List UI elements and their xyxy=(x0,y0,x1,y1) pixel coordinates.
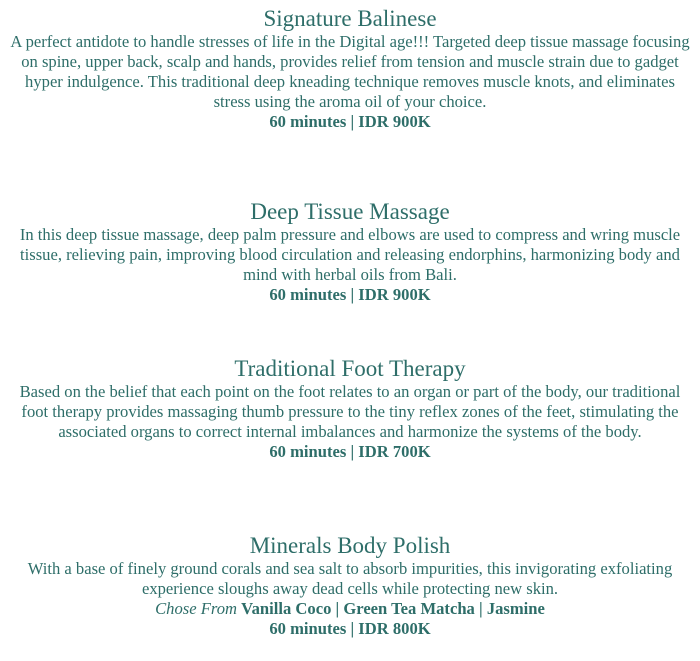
treatment-description: Based on the belief that each point on the foot relates to an organ or part of the body, our traditional foot therapy provides massaging thumb pressure to the tiny reflex zones of the feet, stimulating the associated organs to correct internal imbalances and harmonize the systems of the body. xyxy=(19,382,681,441)
treatment-minerals-body-polish xyxy=(0,527,700,639)
treatment-description: A perfect antidote to handle stresses of life in the Digital age!!! Targeted deep tissue massage focusing on spine, upper back, scalp and hands, provides relief from tension and muscle strain due to gadget hyper indulgence. This traditional deep kneading technique removes muscle knots, and eliminates stress using the aroma oil of your choice. xyxy=(10,32,690,111)
treatment-title: Traditional Foot Therapy xyxy=(234,356,466,381)
treatment-title: Deep Tissue Massage xyxy=(250,199,450,224)
treatment-description: With a base of finely ground corals and sea salt to absorb impurities, this invigorating exfoliating experience sloughs away dead cells while protecting new skin. xyxy=(27,559,673,598)
options-prefix: Chose From xyxy=(155,599,238,618)
treatment-traditional-foot-therapy xyxy=(0,350,700,527)
scent-option: Jasmine xyxy=(486,599,545,618)
options-separator: | xyxy=(331,599,344,618)
options-list xyxy=(241,599,545,618)
scent-option: Green Tea Matcha xyxy=(343,599,475,618)
treatment-price: 60 minutes | IDR 700K xyxy=(269,442,431,461)
treatment-title: Signature Balinese xyxy=(263,6,437,31)
scent-options xyxy=(10,599,690,619)
options-separator: | xyxy=(474,599,487,618)
treatment-price: 60 minutes | IDR 900K xyxy=(269,112,431,131)
treatment-description: In this deep tissue massage, deep palm pressure and elbows are used to compress and wring muscle tissue, relieving pain, improving blood circulation and releasing endorphins, harmonizing body and mind with herbal oils from Bali. xyxy=(19,225,681,284)
treatment-price: 60 minutes | IDR 800K xyxy=(269,619,431,638)
scent-option: Vanilla Coco xyxy=(241,599,332,618)
treatment-signature-balinese xyxy=(0,0,700,193)
treatment-deep-tissue-massage xyxy=(0,193,700,350)
treatment-price: 60 minutes | IDR 900K xyxy=(269,285,431,304)
treatment-title: Minerals Body Polish xyxy=(249,533,451,558)
